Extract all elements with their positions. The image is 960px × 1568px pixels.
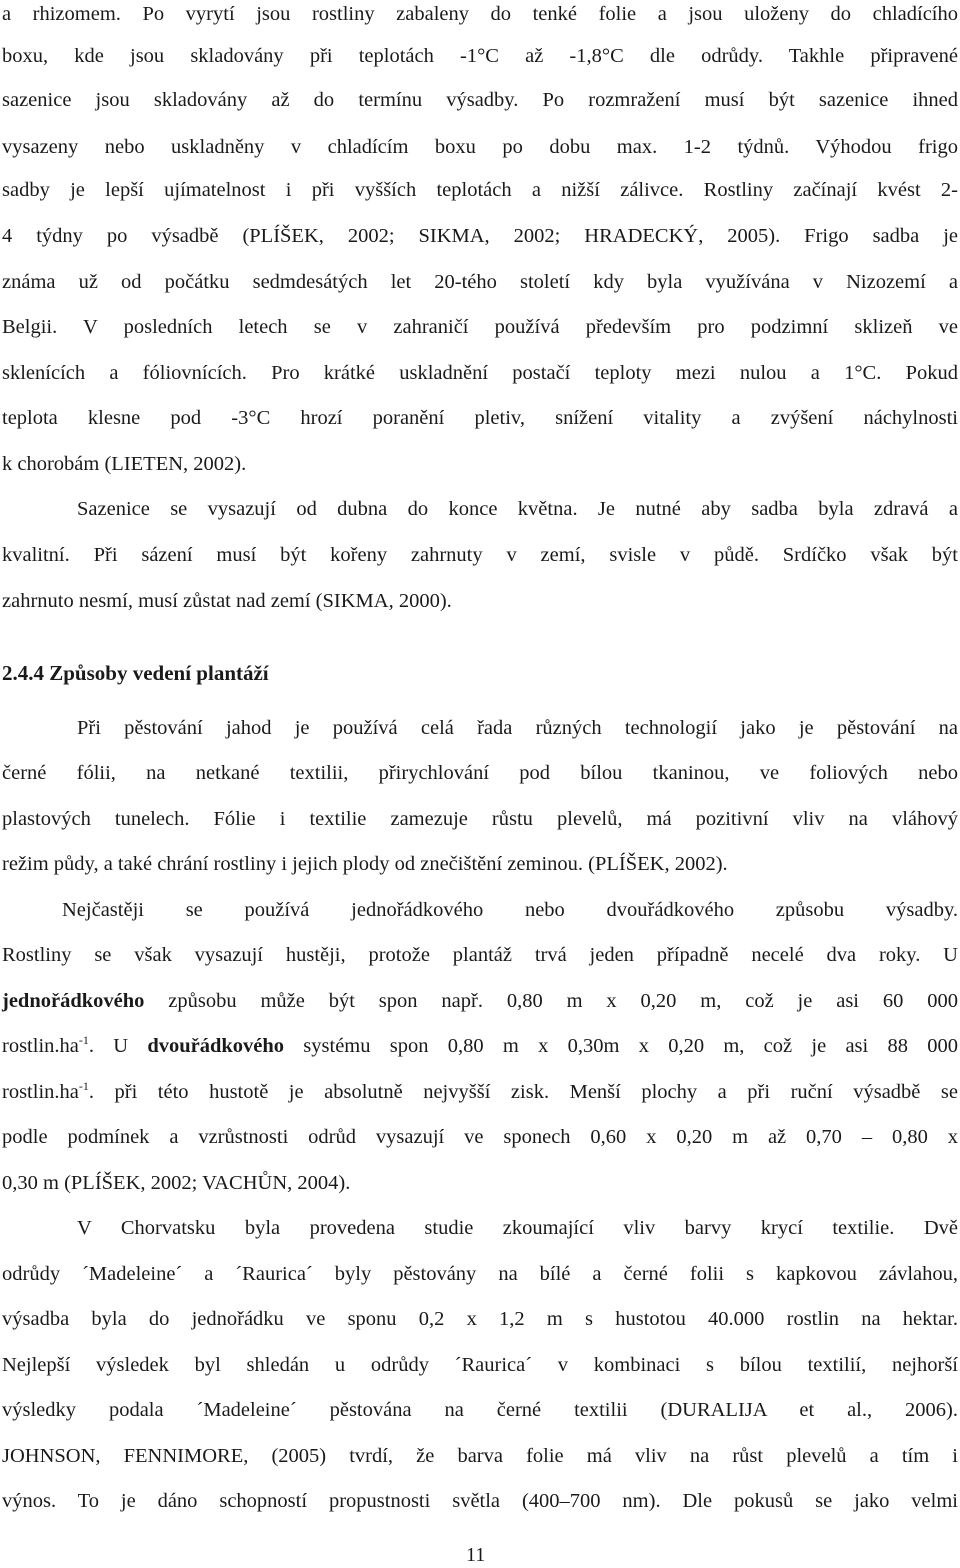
text-run: rostlin.ha — [2, 1035, 79, 1057]
bold-term: dvouřádkového — [147, 1035, 285, 1057]
text-line: sazenice jsou skladovány až do termínu výsadby. Po rozmražení musí být sazenice ihned — [2, 89, 958, 111]
text-line — [2, 987, 958, 1015]
text-line: plastových tunelech. Fólie i textilie zamezuje růstu plevelů, má pozitivní vliv na vláhový — [2, 808, 958, 830]
text-line: 4 týdny po výsadbě (PLÍŠEK, 2002; SIKMA, 2002; HRADECKÝ, 2005). Frigo sadba je — [2, 225, 958, 247]
text-line — [2, 1078, 958, 1106]
text-line: teplota klesne pod -3°C hrozí poranění pletiv, snížení vitality a zvýšení náchylnosti — [2, 407, 958, 429]
text-line: Belgii. V posledních letech se v zahraničí používá především pro podzimní sklizeň ve — [2, 316, 958, 338]
section-heading: 2.4.4 Způsoby vedení plantáží — [2, 661, 269, 685]
superscript: -1 — [78, 1033, 89, 1047]
text-line: k chorobám (LIETEN, 2002). — [2, 453, 247, 475]
text-run: . U — [88, 1035, 148, 1057]
text-line: černé fólii, na netkané textilii, přirychlování pod bílou tkaninou, ve foliových nebo — [2, 762, 958, 784]
text-line: Rostliny se však vysazují hustěji, protože plantáž trvá jeden případně necelé dva roky. U — [2, 944, 958, 966]
text-line: režim půdy, a také chrání rostliny i jejich plody od znečištění zeminou. (PLÍŠEK, 2002). — [2, 853, 728, 875]
text-line: Sazenice se vysazují od dubna do konce května. Je nutné aby sadba byla zdravá a — [77, 498, 958, 520]
superscript: -1 — [78, 1079, 89, 1093]
text-line: odrůdy ´Madeleine´ a ´Raurica´ byly pěstovány na bílé a černé folii s kapkovou závlahou, — [2, 1263, 958, 1285]
text-line: výsadba byla do jednořádku ve sponu 0,2 x 1,2 m s hustotou 40.000 rostlin na hektar. — [2, 1308, 958, 1330]
text-run: rostlin.ha — [2, 1081, 79, 1103]
text-line: vysazeny nebo uskladněny v chladícím boxu po dobu max. 1-2 týdnů. Výhodou frigo — [2, 136, 958, 158]
page-number: 11 — [466, 1544, 486, 1566]
text-line: výsledky podala ´Madeleine´ pěstována na černé textilii (DURALIJA et al., 2006). — [2, 1399, 958, 1421]
text-line: a rhizomem. Po vyrytí jsou rostliny zabaleny do tenké folie a jsou uloženy do chladícího — [2, 3, 958, 25]
text-line: kvalitní. Při sázení musí být kořeny zahrnuty v zemí, svisle v půdě. Srdíčko však být — [2, 544, 958, 566]
text-line: Nejlepší výsledek byl shledán u odrůdy ´Raurica´ v kombinaci s bílou textilií, nejhorší — [2, 1354, 958, 1376]
text-line: sklenících a fóliovnících. Pro krátké uskladnění postačí teploty mezi nulou a 1°C. Pokud — [2, 362, 958, 384]
text-run: . při této hustotě je absolutně nejvyšší zisk. Menší plochy a při ruční výsadbě se — [88, 1081, 958, 1103]
text-line: V Chorvatsku byla provedena studie zkoumající vliv barvy krycí textilie. Dvě — [77, 1217, 958, 1239]
text-line: výnos. To je dáno schopností propustnosti světla (400–700 nm). Dle pokusů se jako velmi — [2, 1490, 958, 1512]
text-line: JOHNSON, FENNIMORE, (2005) tvrdí, že barva folie má vliv na růst plevelů a tím i — [2, 1445, 958, 1467]
text-line: známa už od počátku sedmdesátých let 20-tého století kdy byla využívána v Nizozemí a — [2, 271, 958, 293]
text-line: sadby je lepší ujímatelnost i při vyšších teplotách a nižší zálivce. Rostliny začínají kvést 2- — [2, 179, 958, 201]
text-run: systému spon 0,80 m x 0,30m x 0,20 m, což je asi 88 000 — [284, 1035, 958, 1057]
text-line: zahrnuto nesmí, musí zůstat nad zemí (SIKMA, 2000). — [2, 590, 452, 612]
text-run: způsobu může být spon např. 0,80 m x 0,20 m, což je asi 60 000 — [144, 990, 958, 1012]
text-line: boxu, kde jsou skladovány při teplotách -1°C až -1,8°C dle odrůdy. Takhle připravené — [2, 45, 958, 67]
text-line: Při pěstování jahod je používá celá řada různých technologií jako je pěstování na — [77, 717, 958, 739]
text-line: Nejčastěji se používá jednořádkového nebo dvouřádkového způsobu výsadby. — [62, 899, 958, 921]
text-line: 0,30 m (PLÍŠEK, 2002; VACHŮN, 2004). — [2, 1172, 351, 1194]
text-line: podle podmínek a vzrůstnosti odrůd vysazují ve sponech 0,60 x 0,20 m až 0,70 – 0,80 x — [2, 1126, 958, 1148]
text-line — [2, 1032, 958, 1060]
bold-term: jednořádkového — [2, 990, 145, 1012]
